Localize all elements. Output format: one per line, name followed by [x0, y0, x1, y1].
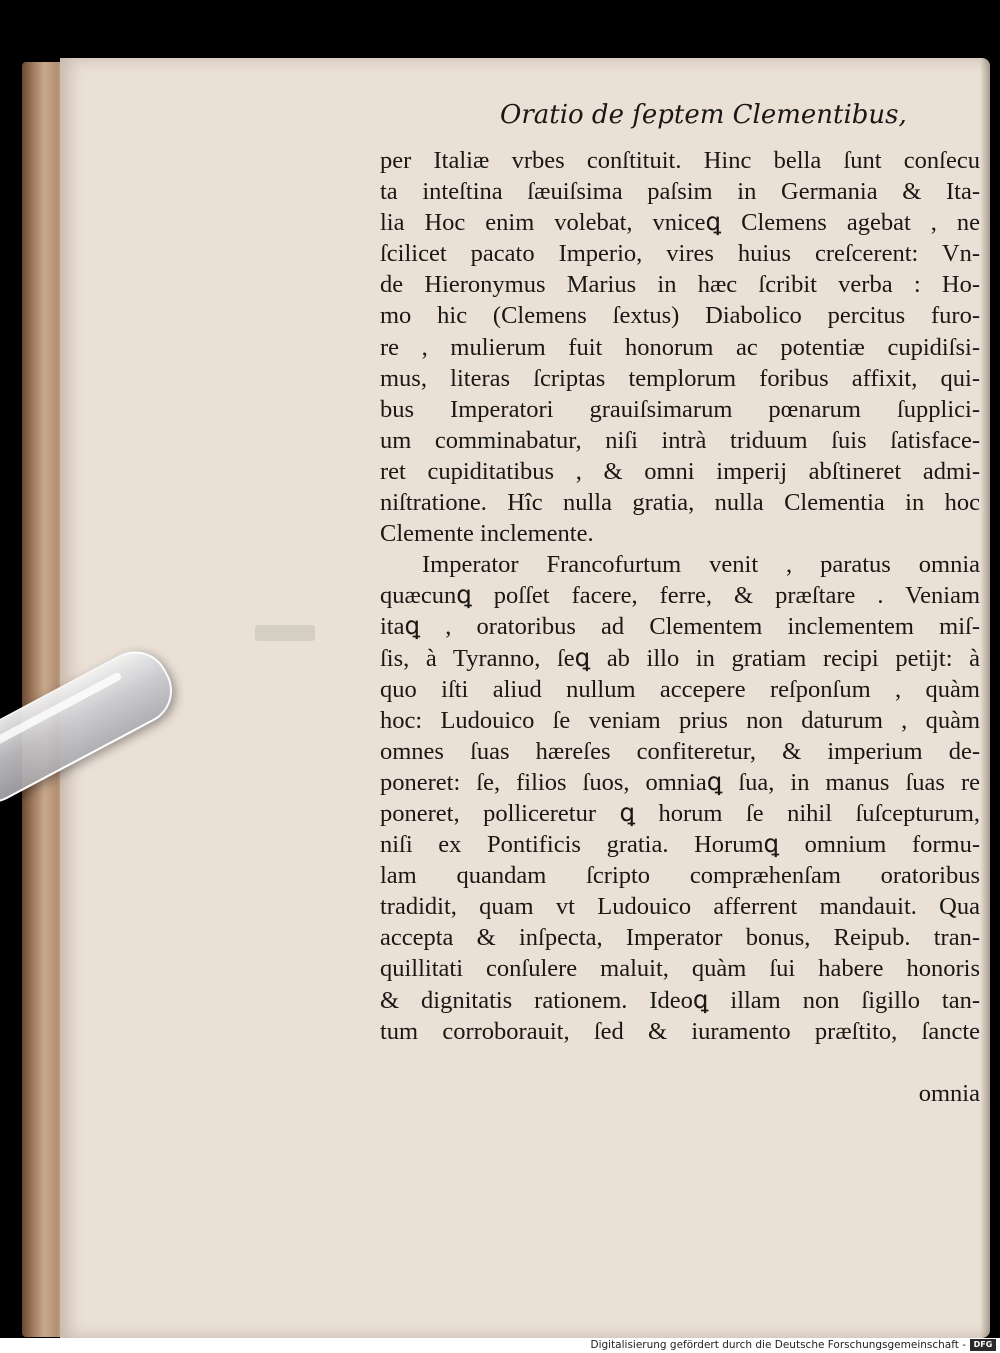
footer-bar — [0, 1338, 1000, 1353]
text-line: de Hieronymus Marius in hæc ſcribit verba : Ho- — [380, 271, 980, 299]
text-line: per Italiæ vrbes conſtituit. Hinc bella ſunt conſecu — [380, 147, 980, 174]
text-line: niſi ex Pontificis gratia. Horumꝗ omnium formu- — [380, 831, 980, 859]
text-line: um comminabatur, niſi intrà triduum ſuis ſatisface- — [380, 426, 980, 454]
text-line: niſtratione. Hîc nulla gratia, nulla Clementia in hoc — [380, 489, 980, 517]
text-line: hoc: Ludouico ſe veniam prius non daturum , quàm — [380, 706, 980, 734]
text-line: tradidit, quam vt Ludouico afferrent mandauit. Qua — [380, 893, 980, 921]
text-line: accepta & inſpecta, Imperator bonus, Reipub. tran- — [380, 924, 980, 952]
funding-credit: Digitalisierung gefördert durch die Deutsche Forschungsgemeinschaft - — [590, 1339, 966, 1351]
catchword: omnia — [918, 1080, 980, 1107]
text-line: ta inteſtina ſæuiſsima paſsim in Germania & Ita- — [380, 178, 980, 206]
text-line: lia Hoc enim volebat, vniceꝗ Clemens agebat , ne — [380, 209, 980, 237]
text-line: ret cupiditatibus , & omni imperij abſtineret admi- — [380, 457, 980, 485]
show-through-mark — [255, 625, 315, 641]
paragraph-start-line: Imperator Francofurtum venit , paratus omnia — [422, 551, 980, 579]
text-line: quo iſti aliud nullum accepere reſponſum , quàm — [380, 675, 980, 703]
text-line: lam quandam ſcripto compræhenſam oratoribus — [380, 862, 980, 890]
text-line: quillitati conſulere maluit, quàm ſui habere honoris — [380, 955, 980, 983]
text-line: poneret, polliceretur ꝗ horum ſe nihil ſuſcepturum, — [380, 799, 980, 827]
running-head: Oratio de ſeptem Clementibus, — [500, 100, 907, 130]
text-line: ſis, à Tyranno, ſeꝗ ab illo in gratiam recipi petijt: à — [380, 644, 980, 672]
text-line: & dignitatis rationem. Ideoꝗ illam non ſigillo tan- — [380, 986, 980, 1014]
text-line: re , mulierum fuit honorum ac potentiæ cupidiſsi- — [380, 333, 980, 361]
text-line: itaꝗ , oratoribus ad Clementem inclementem miſ- — [380, 613, 980, 641]
text-line: mo hic (Clemens ſextus) Diabolico percitus furo- — [380, 302, 980, 330]
text-line: ſcilicet pacato Imperio, vires huius creſcerent: Vn- — [380, 240, 980, 268]
paragraph-end-line: Clemente inclemente. — [380, 520, 594, 548]
dfg-logo: DFG — [970, 1339, 996, 1351]
text-line: quæcunꝗ poſſet facere, ferre, & præſtare . Veniam — [380, 582, 980, 610]
text-line: poneret: ſe, filios ſuos, omniaꝗ ſua, in manus ſuas re — [380, 768, 980, 796]
text-line: bus Imperatori grauiſsimarum pœnarum ſupplici- — [380, 395, 980, 423]
text-line: omnes ſuas hæreſes confiteretur, & imperium de- — [380, 737, 980, 765]
text-line: mus, literas ſcriptas templorum foribus affixit, qui- — [380, 364, 980, 392]
text-block — [380, 145, 980, 1047]
text-line: tum corroborauit, ſed & iuramento præſtito, ſancte — [380, 1017, 980, 1045]
